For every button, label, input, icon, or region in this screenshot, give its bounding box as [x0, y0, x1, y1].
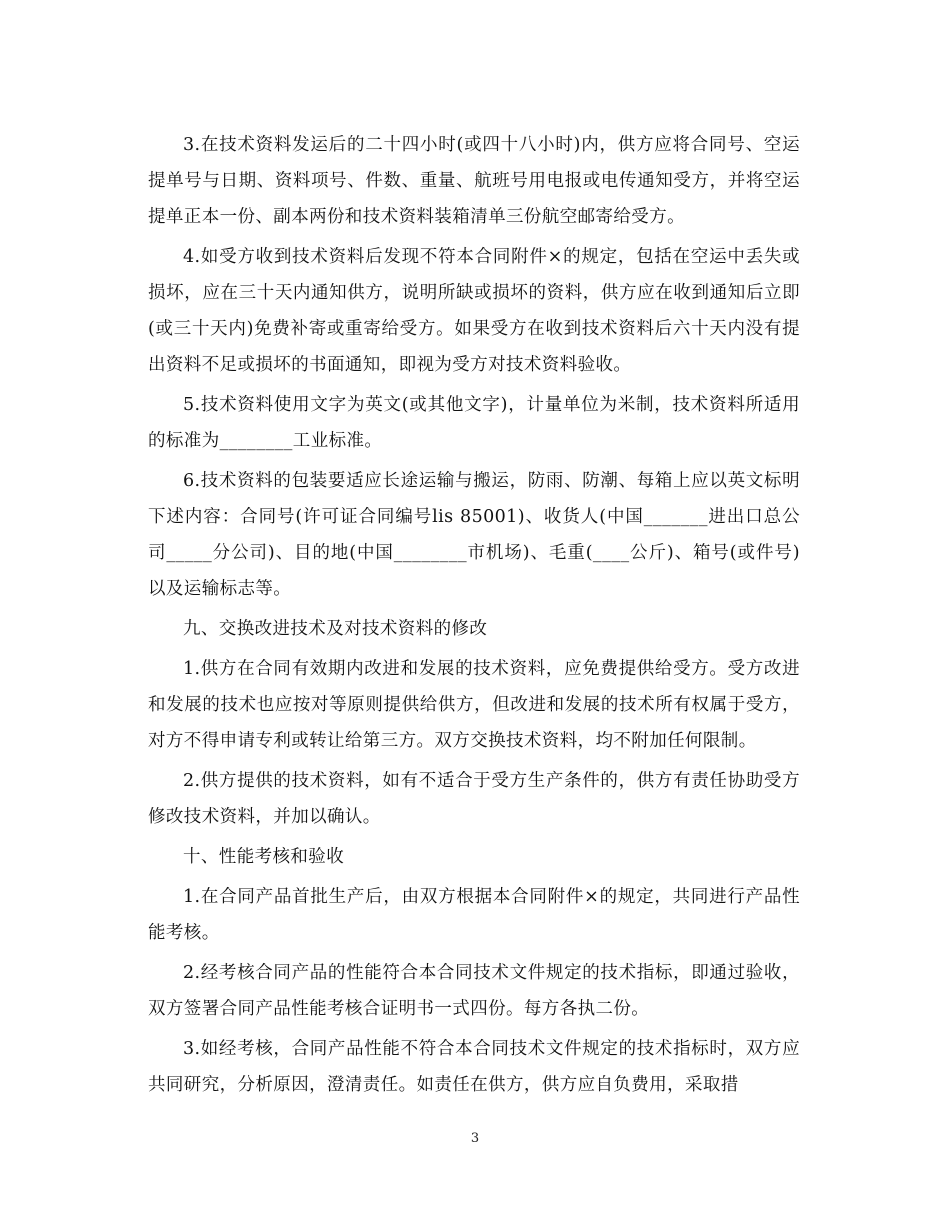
paragraph-tech-docs-modification: 2.供方提供的技术资料，如有不适合于受方生产条件的，供方有责任协助受方修改技术资料，并加以确认。: [148, 771, 800, 827]
paragraph-improvement-exchange: 1.供方在合同有效期内改进和发展的技术资料，应免费提供给受方。受方改进和发展的技术也应按对等原则提供给供方，但改进和发展的技术所有权属于受方，对方不得申请专利或转让给第三方。双方交换技术资料，均不附加任何限制。: [148, 659, 800, 751]
paragraph-tech-docs-loss-damage: 4.如受方收到技术资料后发现不符本合同附件×的规定，包括在空运中丢失或损坏，应在三十天内通知供方，说明所缺或损坏的资料，供方应在收到通知后立即(或三十天内)免费补寄或重寄给受方。如果受方在收到技术资料后六十天内没有提出资料不足或损坏的书面通知，即视为受方对技术资料验收。: [148, 247, 800, 375]
paragraph-tech-docs-shipment-notice: 3.在技术资料发运后的二十四小时(或四十八小时)内，供方应将合同号、空运提单号与日期、资料项号、件数、重量、航班号用电报或电传通知受方，并将空运提单正本一份、副本两份和技术资料装箱清单三份航空邮寄给受方。: [148, 135, 800, 227]
paragraph-performance-test: 1.在合同产品首批生产后，由双方根据本合同附件×的规定，共同进行产品性能考核。: [148, 887, 800, 943]
page-number: 3: [470, 1131, 480, 1146]
document-body: [148, 127, 800, 1107]
paragraph-failed-test-responsibility: 3.如经考核，合同产品性能不符合本合同技术文件规定的技术指标时，双方应共同研究，分析原因，澄清责任。如责任在供方，供方应自负费用，采取措: [148, 1039, 800, 1095]
paragraph-tech-docs-language-units: 5.技术资料使用文字为英文(或其他文字)，计量单位为米制，技术资料所适用的标准为________工业标准。: [148, 395, 800, 451]
paragraph-tech-docs-packaging: 6.技术资料的包装要适应长途运输与搬运，防雨、防潮、每箱上应以英文标明下述内容：合同号(许可证合同编号lis 85001)、收货人(中国_______进出口总公司_____分公司)、目的地(中国________市机场)、毛重(____公斤)、箱号(或件号)以及运输标志等。: [148, 471, 800, 599]
section-heading-9: 九、交换改进技术及对技术资料的修改: [183, 619, 488, 639]
section-heading-10: 十、性能考核和验收: [183, 847, 345, 867]
paragraph-acceptance-certificate: 2.经考核合同产品的性能符合本合同技术文件规定的技术指标，即通过验收，双方签署合同产品性能考核合证明书一式四份。每方各执二份。: [148, 963, 800, 1019]
